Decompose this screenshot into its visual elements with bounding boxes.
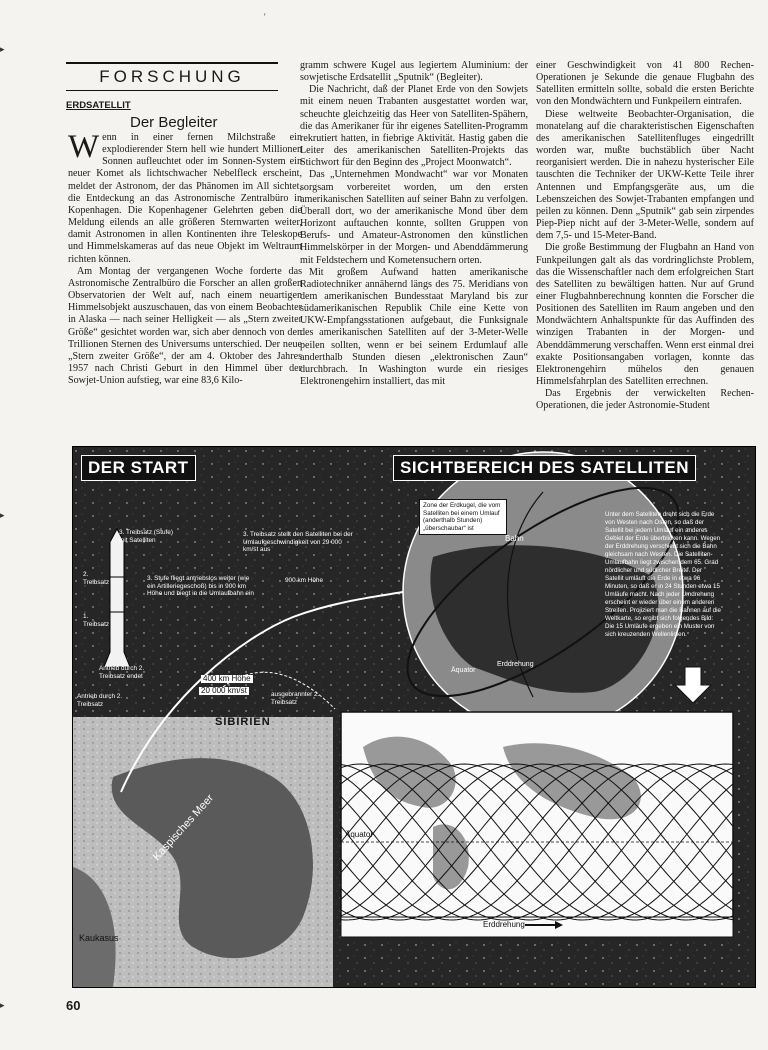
drive-by-2-label: Antrieb durch 2. Treibsatz: [77, 693, 123, 708]
globe-equator-label: Äquator: [451, 667, 476, 674]
paragraph: [68, 129, 302, 266]
drive-end-label: Antrieb durch 2. Treibsatz endet: [99, 665, 145, 680]
stage-2-label: 2. Treibsatz: [83, 571, 110, 586]
paragraph: einer Geschwindigkeit von 41 800 Rechen-Operationen je Sekunde die genaue Flugbahn des Satelliten ermitteln sollte, sobald die ersten Berichte von den Mondwächtern und Funkpeilern eintrafen.: [536, 60, 754, 108]
stage-3-fire-label: 3. Stufe fliegt antriebslos weiter (wie ein Artilleriegeschoß) bis in 900 km Höhe und biegt in die Umlaufbahn ein: [147, 575, 254, 598]
paragraph: Die große Bestimmung der Flugbahn an Hand von Funkpeilungen galt als das vordringlichste Problem, das die Wissenschaftler nach dem erfolgreichen Start des Satelliten zu bewältigen hatten. Nur auf Grund einer Flugbahnberechnung konnten die Forscher die Positionen des Satelliten im Raum angeben und den Mondwächtern Anhaltspunkte für das Auffinden des winzigen Trabanten in der Morgen- und Abenddämmerung verschaffen. Wenn erst einmal drei exakte Positionsangaben vorlagen, konnte das Elektronengehirn mühelos den genauen Himmelsfahrplan des Satelliten errechnen.: [536, 242, 754, 388]
column-3: [536, 60, 754, 413]
column-1: [68, 129, 302, 387]
page-mark: ▸: [0, 510, 5, 520]
section-title: FORSCHUNG: [66, 62, 278, 91]
map-equator-label: Äquator: [345, 830, 374, 839]
zone-label: Zone der Erdkugel, die vom Satelliten bei einem Umlauf (anderthalb Stunden) „überschaubar“ ist: [419, 499, 507, 535]
caspian-label: Kaspisches Meer: [150, 792, 217, 864]
drop-cap: W: [68, 129, 100, 165]
panel-title-start: DER START: [81, 455, 196, 481]
siberia-label: SIBIRIEN: [215, 716, 271, 728]
paragraph: Das „Unternehmen Mondwacht“ war vor Monaten sorgsam vorbereitet worden, um den ersten amerikanischen Satelliten auf seiner Bahn zu verfolgen. Überall dort, wo der amerikanische Mond über dem Horizont auftauchen konnte, sollten Gruppen von Berufs- und Amateur-Astronomen den künstlichen Himmelskörper in der Morgen- und Abenddämmerung mit Feldstechern und Kometensuchern orten.: [300, 169, 528, 266]
page-mark: ▸: [0, 44, 5, 54]
paragraph: Mit großem Aufwand hatten amerikanische Radiotechniker annähernd längs des 75. Meridians von dem amerikanischen Bundesstaat Maryland bis zur südamerikanischen Republik Chile eine Kette von UKW-Empfangsstationen aufgebaut, die Funksignale des amerikanischen Satelliten auf der 3-Meter-Welle peilen sollten, wenn er bei seinem Erdumlauf alle anderthalb Stunden diesen „elektronischen Zaun“ durchbrach. In Washington wurde ein riesiges Elektronengehirn installiert, das mit: [300, 266, 528, 388]
stage-1-label: 1. Treibsatz: [83, 613, 110, 628]
map-rotation-label: Erddrehung: [483, 920, 525, 929]
column-2: [300, 60, 528, 388]
burnt-stage-label: ausgebrannter 2. Treibsatz: [271, 691, 320, 706]
stage-3-label: 3. Treibsatz (Stufe) mit Satelliten: [119, 529, 173, 544]
paragraph: Am Montag der vergangenen Woche forderte das Astronomische Zentralbüro die Forscher an allen großen Observatorien der Welt auf, nach einem neuartigen Himmelsobjekt auszuschauen, das von einem Beobachter in Alaska — nach seiner Helligkeit — als „Stern zweiter Größe“ gesichtet worden war, sich aber dennoch von den Trillionen Sternen des Universums unterschied. Der neue „Stern zweiter Größe“, der am 4. Oktober des Jahres 1957 nach Christi Geburt in den Himmel über der Sowjet-Union aufstieg, war eine 83,6 Kilo-: [68, 265, 302, 387]
orbit-label: Bahn: [505, 534, 524, 543]
altitude-900-label: 900 km Höhe: [285, 577, 324, 584]
altitude-400-label: 400 km Höhe: [203, 674, 251, 683]
paragraph: gramm schwere Kugel aus legiertem Aluminium: der sowjetische Erdsatellit „Sputnik“ (Begleiter).: [300, 60, 528, 84]
paragraph: Diese weltweite Beobachter-Organisation, die monatelang auf die charakteristischen Eigenschaften des amerikanischen Satellitenfluges eingedrillt worden war, mußte buchstäblich über Nacht reorganisiert werden. Die in nahezu hysterischer Eile tauschten die Techniker der UKW-Kette Teile ihrer Antennen und Empfangsgeräte aus, um die Lebenszeichen des Sowjet-Trabanten empfangen und peilen zu können. Denn „Sputnik“ gab sein zirpendes Piep-Piep nicht auf der 3-Meter-Welle, sondern auf dem 7,5- und 15-Meter-Band.: [536, 108, 754, 242]
paragraph: Das Ergebnis der verwickelten Rechen-Operationen, die jeder Astronomie-Student: [536, 388, 754, 412]
paragraph: Die Nachricht, daß der Planet Erde von den Sowjets mit einem neuen Trabanten ausgestattet worden war, scheuchte gleichzeitig das Heer von Satelliten-Spähern, die das Amerikaner für ihr eigenes Satelliten-Programm rekrutiert hatten, in fiebrige Aktivität. Hastig gaben die Leiter des amerikanischen Satelliten-Projekts das Stichwort für den Beginn des „Project Moonwatch“.: [300, 84, 528, 169]
panel-title-visibility: SICHTBEREICH DES SATELLITEN: [393, 455, 696, 481]
page-mark: ▸: [0, 1000, 5, 1010]
page-number: 60: [66, 998, 81, 1013]
paragraph-text: enn in einer fernen Milchstraße ein explodierender Stern hell wie hundert Millionen Sonnen aufleuchtet oder im Sonnen-System ein neuer Komet als lichtschwacher Nebelfleck erscheint, meldet der Astronom, der das Phänomen im All sichtet, die Entdeckung an das Astronomische Zentralbüro in Kopenhagen. Die Kopenhagener Gelehrten geben die Meldung eilends an alle größeren Sternwarten weiter, damit Astronomen in allen Kontinenten ihre Teleskope und Himmelskameras auf das neue Objekt im Weltraum richten können.: [68, 132, 302, 265]
orbit-info-text: Unter dem Satelliten dreht sich die Erde von Westen nach Osten, so daß der Satellit bei jedem Umlauf ein anderes Gebiet der Erde überblicken kann. Wegen der Erddrehung verschiebt sich die Bahn gleichsam nach Westen. Die Satelliten-Umlaufbahn liegt zwischen dem 65. Grad nördlicher und südlicher Breite. Der Satellit umläuft die Erde in etwa 96 Minuten, so daß er in 24 Stunden etwa 15 Umläufe macht. Nach jeder Umdrehung erscheint er wieder über einem anderen Streifen. Projiziert man die Bahnen auf die Weltkarte, so ergibt sich folgendes Bild: Die 15 Umläufe ergeben ein Muster von sich kreuzenden Wellenlinien.: [605, 511, 721, 638]
separation-label: 3. Treibsatz stellt den Satelliten bei der Umlaufgeschwindigkeit von 29 000 km/st aus: [243, 531, 353, 554]
page-mark: ': [264, 12, 266, 22]
satellite-figure: [72, 446, 756, 988]
kicker: ERDSATELLIT: [66, 100, 131, 111]
caucasus-label: Kaukasus: [79, 933, 119, 943]
globe-rotation-label: Erddrehung: [497, 661, 534, 668]
headline: Der Begleiter: [130, 114, 218, 131]
speed-label: 20 000 km/st: [201, 686, 247, 695]
